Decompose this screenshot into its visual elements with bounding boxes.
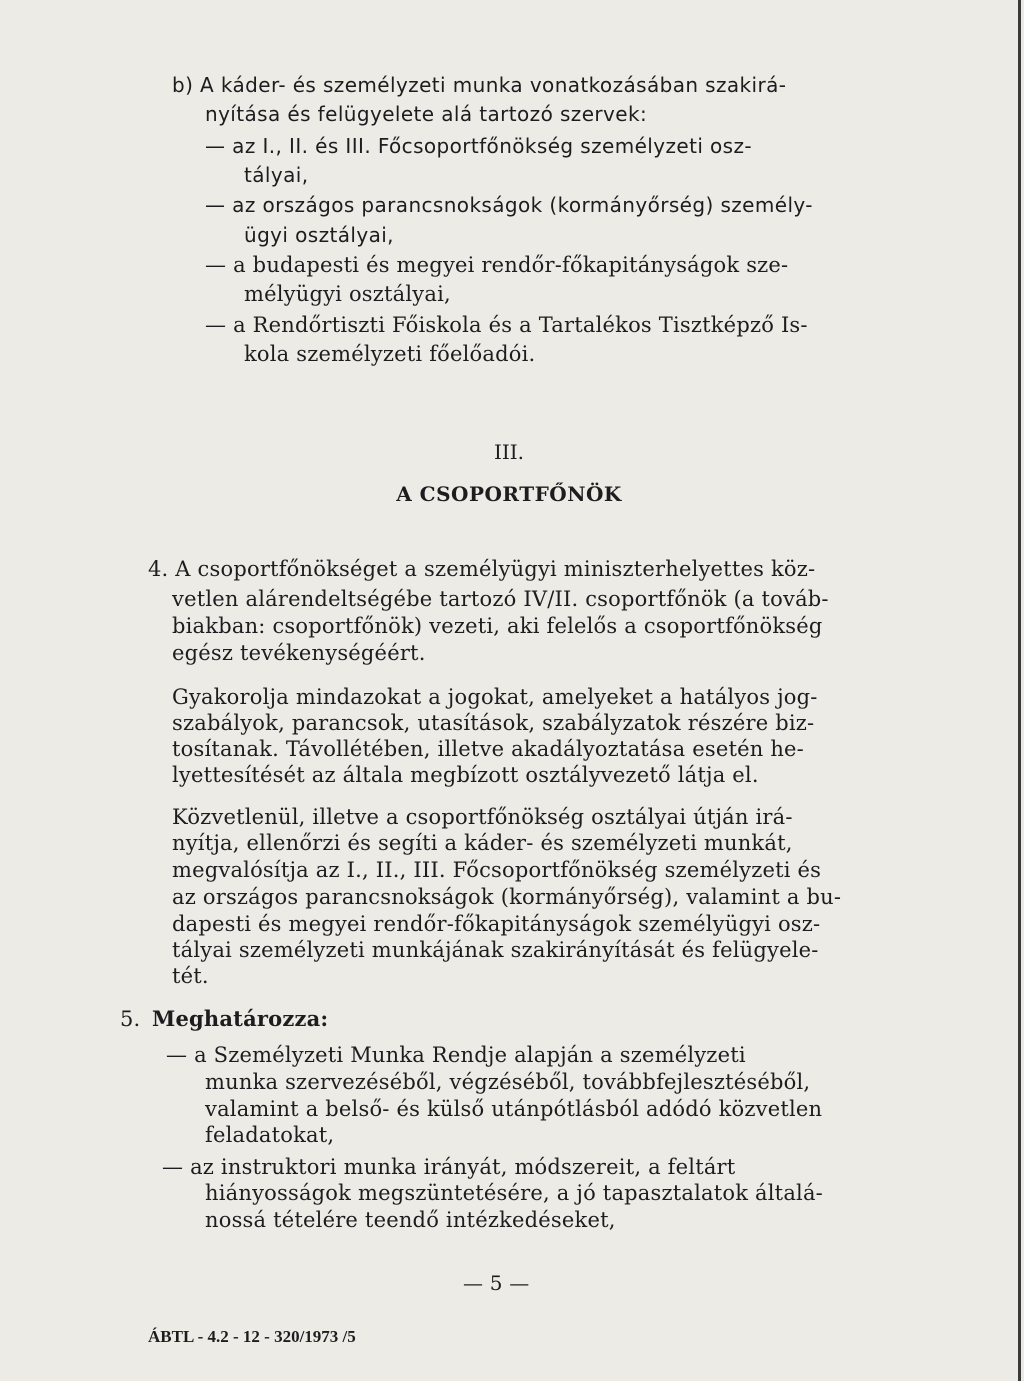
paragraph-heading: Meghatározza:	[152, 1006, 329, 1031]
text-line: egész tevékenységéért.	[172, 641, 426, 665]
text-line: 4. A csoportfőnökséget a személyügyi miniszterhelyettes köz-	[148, 557, 816, 581]
text-line: nossá tételére teendő intézkedéseket,	[205, 1208, 616, 1232]
text-line: — a Személyzeti Munka Rendje alapján a személyzeti	[166, 1043, 746, 1067]
archive-reference: ÁBTL - 4.2 - 12 - 320/1973 /5	[148, 1327, 356, 1346]
text-line: munka szervezéséből, végzéséből, továbbfejlesztéséből,	[205, 1070, 811, 1094]
text-line: — az I., II. és III. Főcsoportfőnökség személyzeti osz-	[205, 134, 752, 158]
text-line: valamint a belső- és külső utánpótlásból adódó közvetlen	[205, 1097, 823, 1121]
text-line: hiányosságok megszüntetésére, a jó tapasztalatok általá-	[205, 1181, 823, 1205]
text-line: vetlen alárendeltségébe tartozó IV/II. csoportfőnök (a továb-	[172, 587, 829, 611]
page-number: — 5 —	[463, 1271, 530, 1295]
text-line: tosítanak. Távollétében, illetve akadályoztatása esetén he-	[172, 737, 804, 761]
text-line: tályai,	[244, 163, 309, 187]
text-line: feladatokat,	[205, 1123, 335, 1147]
text-line: — az instruktori munka irányát, módszereit, a feltárt	[162, 1155, 736, 1179]
text-line: szabályok, parancsok, utasítások, szabályzatok részére biz-	[172, 711, 815, 735]
text-line: nyítása és felügyelete alá tartozó szervek:	[205, 102, 648, 126]
paragraph-number: 5.	[120, 1007, 141, 1031]
text-line: — a Rendőrtiszti Főiskola és a Tartalékos Tisztképző Is-	[205, 313, 808, 337]
text-line: — az országos parancsnokságok (kormányőrség) személy-	[205, 193, 813, 217]
text-line: tályai személyzeti munkájának szakirányítását és felügyele-	[172, 938, 819, 962]
text-line: Gyakorolja mindazokat a jogokat, amelyeket a hatályos jog-	[172, 685, 818, 709]
chapter-title: A CSOPORTFŐNÖK	[396, 482, 622, 506]
chapter-number: III.	[493, 440, 525, 464]
text-line: az országos parancsnokságok (kormányőrség), valamint a bu-	[172, 885, 842, 909]
text-line: lyettesítését az általa megbízott osztályvezető látja el.	[172, 763, 759, 787]
text-line: mélyügyi osztályai,	[244, 282, 451, 306]
text-line: dapesti és megyei rendőr-főkapitányságok személyügyi osz-	[172, 912, 821, 936]
text-line: megvalósítja az I., II., III. Főcsoportfőnökség személyzeti és	[172, 858, 822, 882]
text-line: ügyi osztályai,	[244, 223, 394, 247]
text-line: biakban: csoportfőnök) vezeti, aki felelős a csoportfőnökség	[172, 614, 823, 638]
text-line: tét.	[172, 964, 209, 988]
text-line: kola személyzeti főelőadói.	[244, 342, 536, 366]
text-line: — a budapesti és megyei rendőr-főkapitányságok sze-	[205, 253, 789, 277]
text-line: Közvetlenül, illetve a csoportfőnökség osztályai útján irá-	[172, 805, 793, 829]
text-line: b) A káder- és személyzeti munka vonatkozásában szakirá-	[172, 73, 787, 97]
text-line: nyítja, ellenőrzi és segíti a káder- és személyzeti munkát,	[172, 831, 793, 855]
